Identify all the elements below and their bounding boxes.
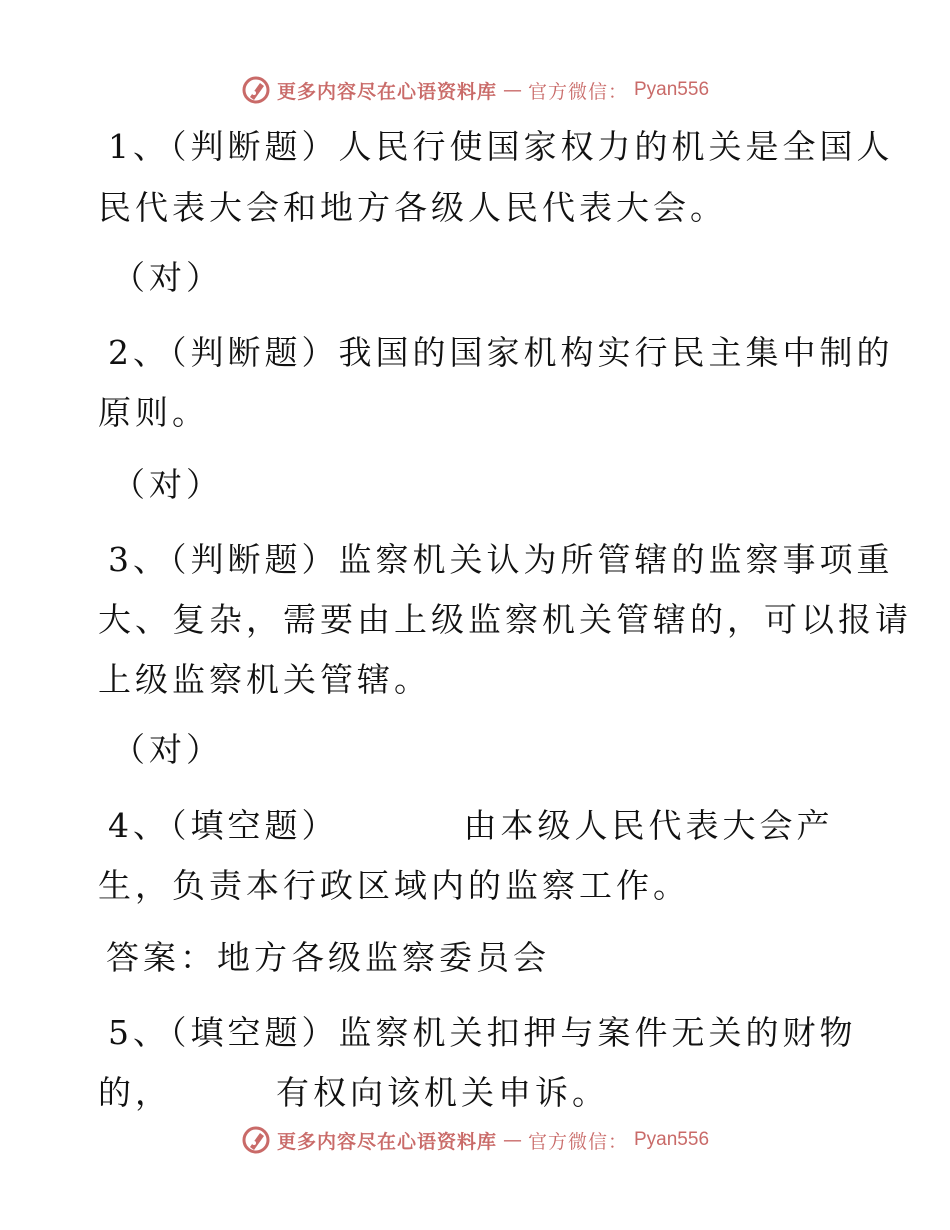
watermark-wechat-id: Pyan556 bbox=[634, 1129, 710, 1150]
question-4-line-2: 生，负责本行政区域内的监察工作。 bbox=[98, 866, 690, 905]
watermark-site-text: 更多内容尽在心语资料库 bbox=[276, 80, 497, 103]
watermark-site-text: 更多内容尽在心语资料库 bbox=[276, 1130, 497, 1153]
watermark-separator: — bbox=[502, 79, 522, 101]
question-4-suffix: 由本级人民代表大会产 bbox=[463, 806, 834, 845]
question-4-prefix: 4、（填空题） bbox=[108, 806, 339, 845]
watermark-wechat-label: 官方微信： bbox=[527, 80, 628, 103]
question-2-answer: （对） bbox=[112, 465, 223, 504]
pen-nib-circle-icon bbox=[241, 1125, 271, 1155]
question-5-line-2 bbox=[98, 1073, 609, 1113]
header-watermark bbox=[0, 70, 950, 110]
question-3-answer: （对） bbox=[112, 730, 223, 769]
question-4-line-1 bbox=[108, 806, 834, 846]
question-5-line-1: 5、（填空题）监察机关扣押与案件无关的财物 bbox=[108, 1013, 857, 1052]
watermark-wechat-label: 官方微信： bbox=[527, 1130, 628, 1153]
question-2-line-1: 2、（判断题）我国的国家机构实行民主集中制的 bbox=[108, 333, 894, 372]
question-4-answer: 答案：地方各级监察委员会 bbox=[106, 938, 550, 977]
watermark-separator: — bbox=[502, 1129, 522, 1151]
pen-nib-circle-icon bbox=[241, 75, 271, 105]
question-5-suffix: 有权向该机关申诉。 bbox=[276, 1073, 609, 1112]
question-1-line-2: 民代表大会和地方各级人民代表大会。 bbox=[98, 188, 727, 227]
question-1-answer: （对） bbox=[112, 258, 223, 297]
footer-watermark bbox=[0, 1120, 950, 1160]
question-3-line-1: 3、（判断题）监察机关认为所管辖的监察事项重 bbox=[108, 540, 894, 579]
question-2-line-2: 原则。 bbox=[98, 393, 209, 432]
question-3-line-2: 大、复杂，需要由上级监察机关管辖的，可以报请 bbox=[98, 600, 912, 639]
question-1-line-1: 1、（判断题）人民行使国家权力的机关是全国人 bbox=[108, 127, 894, 166]
question-3-line-3: 上级监察机关管辖。 bbox=[98, 660, 431, 699]
question-5-prefix: 的， bbox=[98, 1073, 172, 1112]
watermark-wechat-id: Pyan556 bbox=[634, 79, 710, 100]
